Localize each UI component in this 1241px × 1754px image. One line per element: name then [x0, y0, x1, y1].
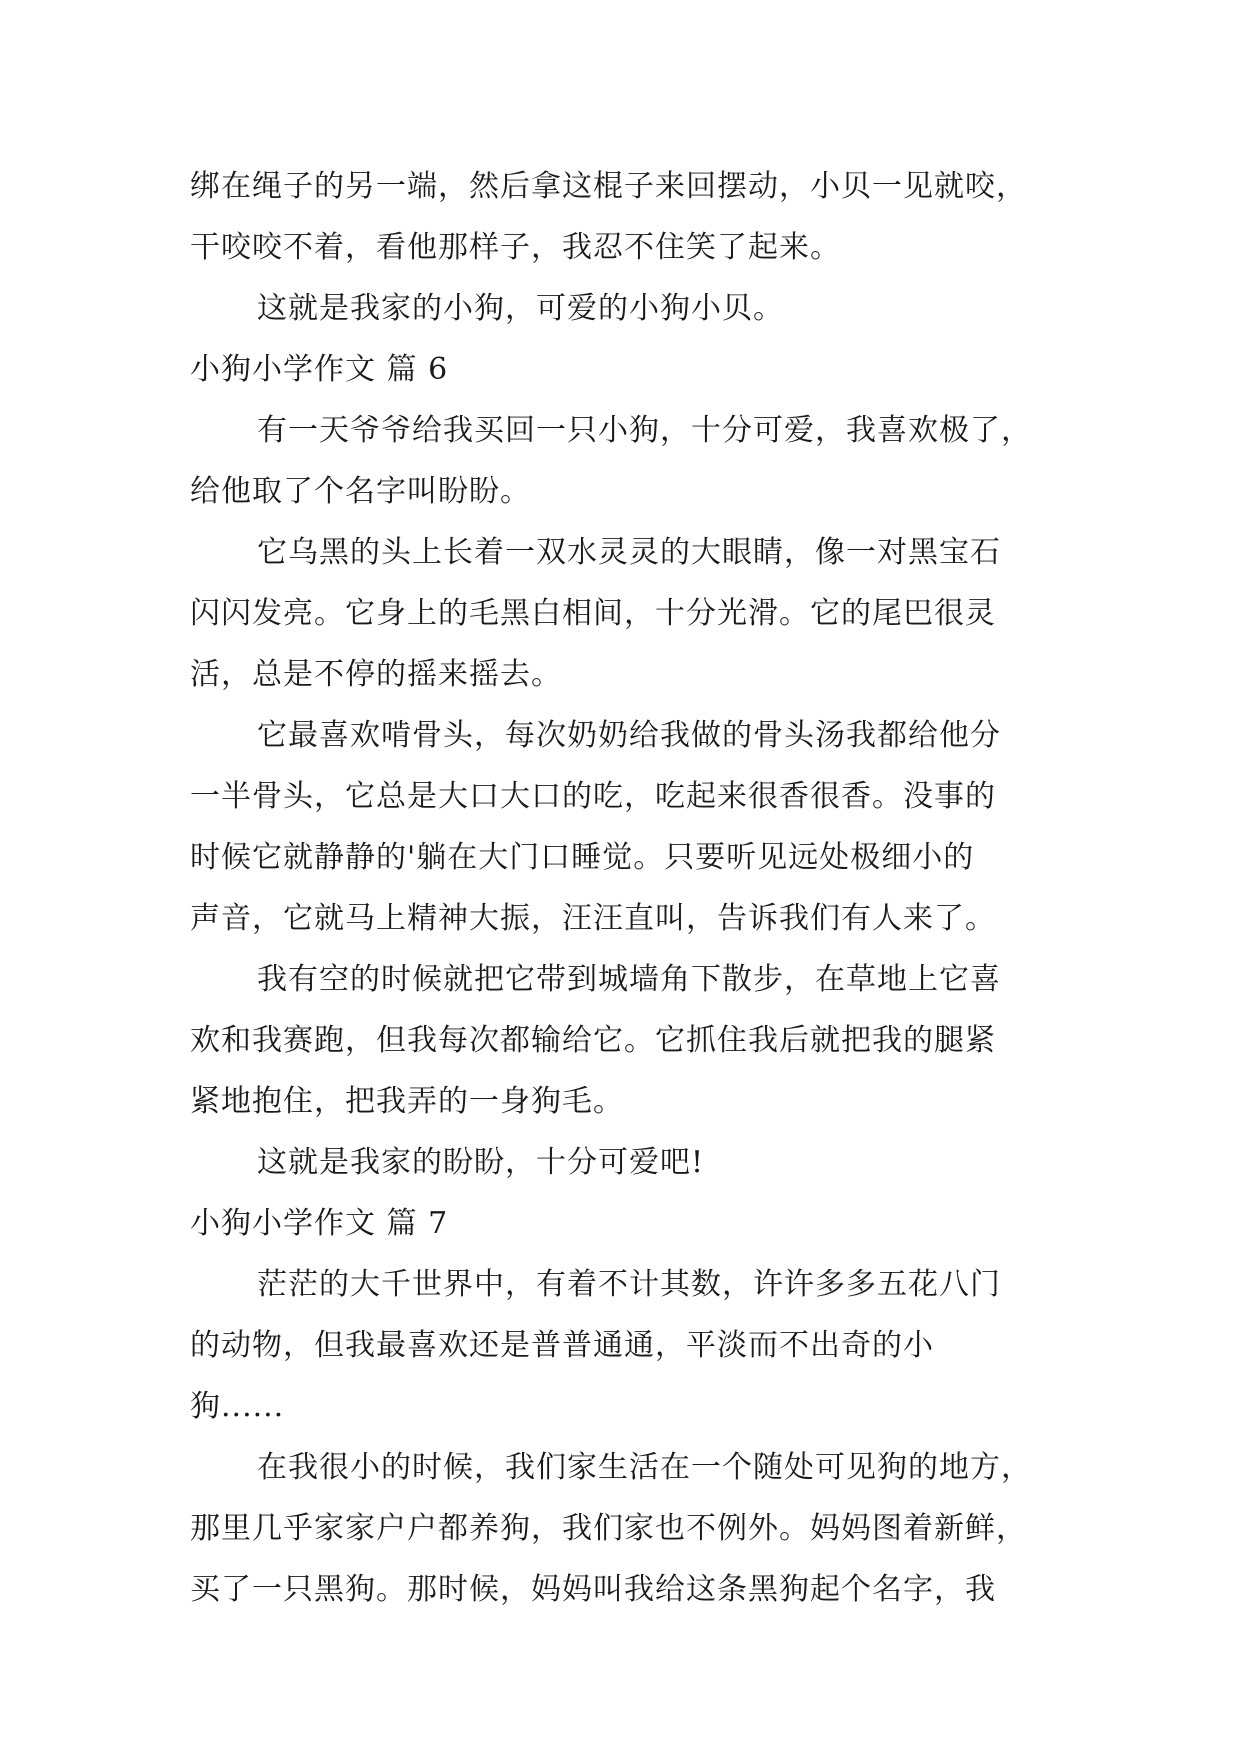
text-line: 狗......: [190, 1389, 285, 1424]
text-line: 干咬咬不着，看他那样子，我忍不住笑了起来。: [190, 230, 841, 265]
text-line: 一半骨头，它总是大口大口的吃，吃起来很香很香。没事的: [190, 779, 996, 814]
text-line: 活，总是不停的摇来摇去。: [190, 657, 562, 692]
text-line: 这就是我家的小狗，可爱的小狗小贝。: [257, 291, 784, 326]
text-line: 闪闪发亮。它身上的毛黑白相间，十分光滑。它的尾巴很灵: [190, 596, 996, 631]
text-line: 欢和我赛跑，但我每次都输给它。它抓住我后就把我的腿紧: [190, 1023, 996, 1058]
text-line: 的动物，但我最喜欢还是普普通通，平淡而不出奇的小: [190, 1328, 934, 1363]
text-line: 这就是我家的盼盼，十分可爱吧!: [257, 1145, 705, 1180]
text-line: 我有空的时候就把它带到城墙角下散步，在草地上它喜: [257, 962, 1001, 997]
text-line: 给他取了个名字叫盼盼。: [190, 474, 531, 509]
text-line: 买了一只黑狗。那时候，妈妈叫我给这条黑狗起个名字，我: [190, 1572, 996, 1607]
section-heading: 小狗小学作文 篇 7: [190, 1206, 449, 1241]
text-line: 茫茫的大千世界中，有着不计其数，许许多多五花八门: [257, 1267, 1001, 1302]
text-line: 它乌黑的头上长着一双水灵灵的大眼睛，像一对黑宝石: [257, 535, 1001, 570]
text-line: 那里几乎家家户户都养狗，我们家也不例外。妈妈图着新鲜，: [190, 1511, 1027, 1546]
text-line: 在我很小的时候，我们家生活在一个随处可见狗的地方，: [257, 1450, 1032, 1485]
text-line: 声音，它就马上精神大振，汪汪直叫，告诉我们有人来了。: [190, 901, 996, 936]
text-line: 时候它就静静的'躺在大门口睡觉。只要听见远处极细小的: [190, 840, 975, 875]
text-line: 绑在绳子的另一端，然后拿这棍子来回摆动，小贝一见就咬，: [190, 169, 1027, 204]
text-line: 有一天爷爷给我买回一只小狗，十分可爱，我喜欢极了，: [257, 413, 1032, 448]
text-line: 它最喜欢啃骨头，每次奶奶给我做的骨头汤我都给他分: [257, 718, 1001, 753]
section-heading: 小狗小学作文 篇 6: [190, 352, 449, 387]
text-line: 紧地抱住，把我弄的一身狗毛。: [190, 1084, 624, 1119]
